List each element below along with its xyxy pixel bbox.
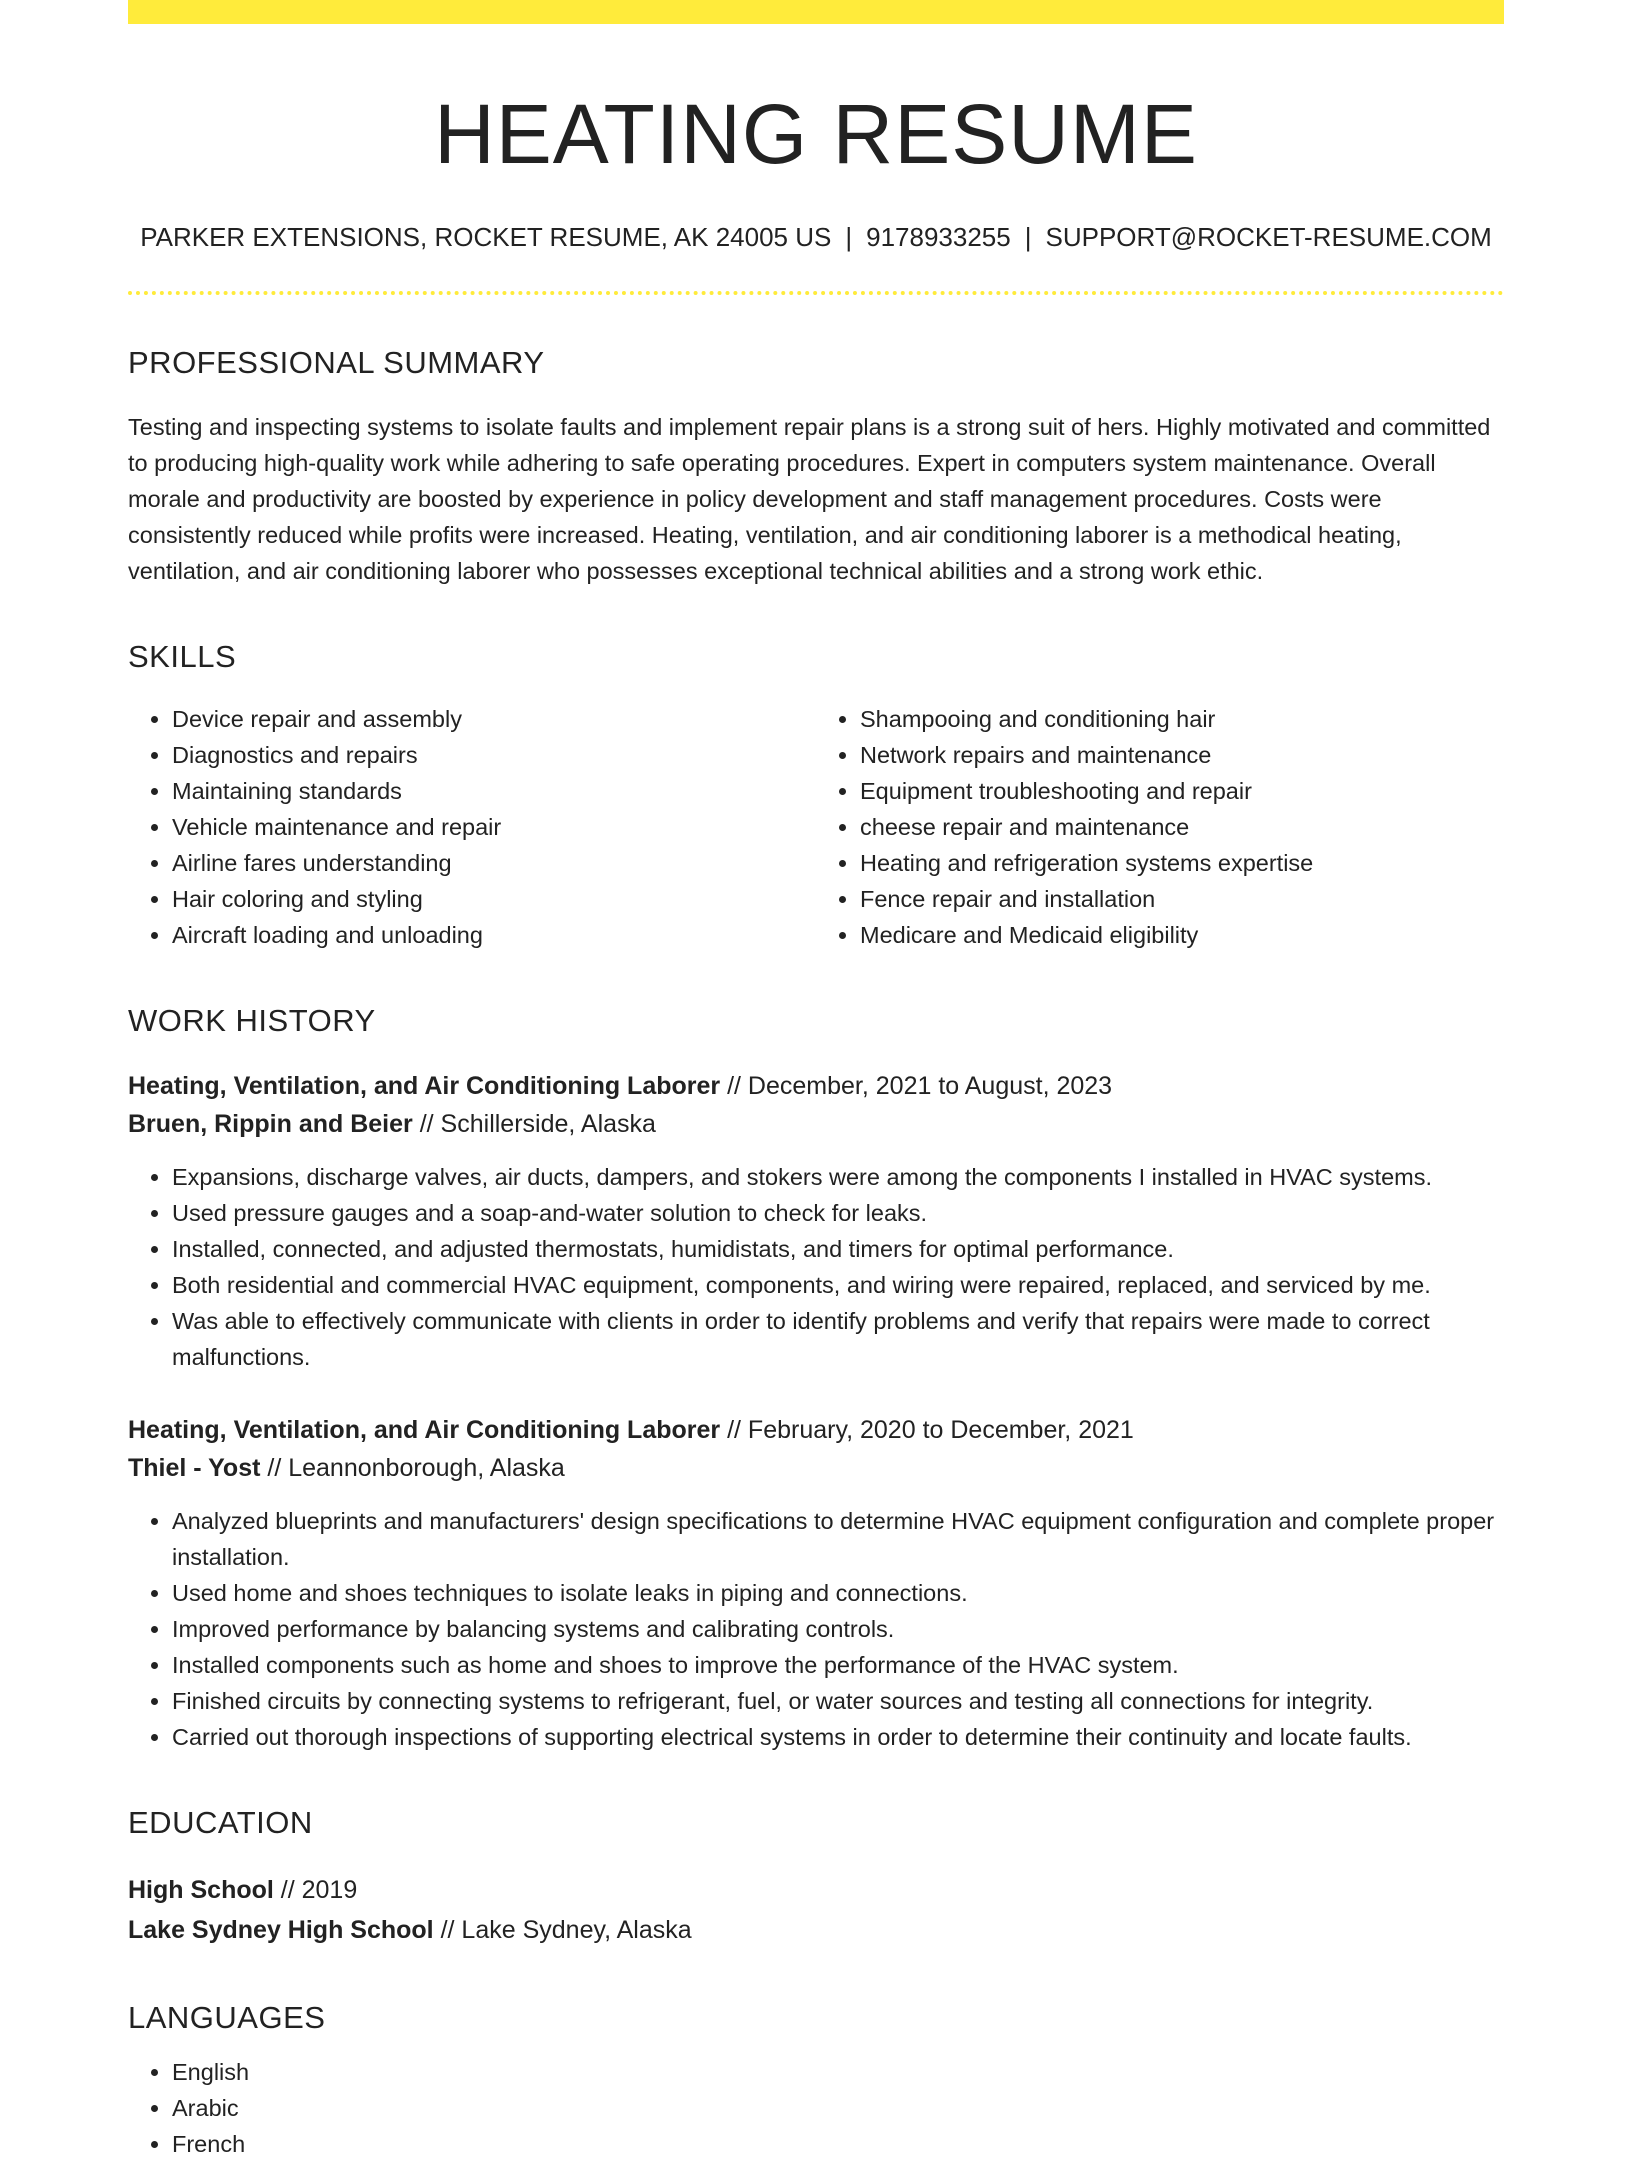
job-location: // Leannonborough, Alaska (267, 1454, 565, 1483)
skill-item: • Network repairs and maintenance (860, 737, 1504, 773)
skill-item: • Equipment troubleshooting and repair (860, 773, 1504, 809)
skill-item: • Maintaining standards (172, 773, 816, 809)
education-degree-line (128, 1870, 1504, 1910)
skill-item: • Medicare and Medicaid eligibility (860, 917, 1504, 953)
job-bullet: • Installed, connected, and adjusted thermostats, humidistats, and timers for optimal performance. (172, 1231, 1504, 1267)
skill-item: • Shampooing and conditioning hair (860, 701, 1504, 737)
accent-top-bar (128, 0, 1504, 24)
job-bullet: • Finished circuits by connecting systems to refrigerant, fuel, or water sources and testing all connections for integrity. (172, 1683, 1504, 1719)
contact-separator: | (845, 221, 853, 252)
languages-list (128, 2054, 1504, 2162)
resume-title: HEATING RESUME (434, 87, 1198, 181)
job-role-line (128, 1067, 1504, 1105)
education-entry (128, 1870, 1504, 1950)
contact-line (128, 221, 1504, 255)
language-item: • French (172, 2126, 1504, 2162)
skill-item: • Aircraft loading and unloading (172, 917, 816, 953)
job-dates: // February, 2020 to December, 2021 (727, 1416, 1134, 1445)
job-entry (128, 1411, 1504, 1755)
skill-item: • Heating and refrigeration systems expertise (860, 845, 1504, 881)
education-year: // 2019 (280, 1875, 358, 1904)
job-company-line (128, 1449, 1504, 1487)
job-company-line (128, 1105, 1504, 1143)
contact-email: SUPPORT@ROCKET-RESUME.COM (1045, 221, 1492, 252)
skill-item: • cheese repair and maintenance (860, 809, 1504, 845)
skills-list (128, 701, 1504, 953)
skills-column-left (128, 701, 816, 953)
skill-item: • Device repair and assembly (172, 701, 816, 737)
job-role: Heating, Ventilation, and Air Conditioning Laborer (128, 1072, 721, 1101)
contact-address: PARKER EXTENSIONS, ROCKET RESUME, AK 24005 US (140, 221, 832, 252)
education-degree: High School (128, 1875, 274, 1904)
job-company: Thiel - Yost (128, 1454, 261, 1483)
summary-text: Testing and inspecting systems to isolate faults and implement repair plans is a strong suit of hers. Highly motivated and committed to producing high-quality work while adhering to safe operating procedures. Expert in computers system maintenance. Overall morale and productivity are boosted by experience in policy development and staff management procedures. Costs were consistently reduced while profits were increased. Heating, ventilation, and air conditioning laborer is a methodical heating, ventilation, and air conditioning laborer who possesses exceptional technical abilities and a strong work ethic. (128, 413, 1491, 584)
education-school-line (128, 1910, 1504, 1950)
languages-heading: LANGUAGES (128, 1999, 326, 2035)
resume-page (128, 0, 1504, 2162)
education-school: Lake Sydney High School (128, 1915, 434, 1944)
job-bullets (128, 1159, 1504, 1375)
job-bullet: • Both residential and commercial HVAC equipment, components, and wiring were repaired, replaced, and serviced by me. (172, 1267, 1504, 1303)
job-location: // Schillerside, Alaska (419, 1110, 656, 1139)
skill-item: • Diagnostics and repairs (172, 737, 816, 773)
job-bullet: • Used pressure gauges and a soap-and-water solution to check for leaks. (172, 1195, 1504, 1231)
summary-heading: PROFESSIONAL SUMMARY (128, 344, 545, 380)
job-bullet: • Carried out thorough inspections of supporting electrical systems in order to determine their continuity and locate faults. (172, 1719, 1504, 1755)
work-history-heading: WORK HISTORY (128, 1003, 376, 1039)
job-entry (128, 1067, 1504, 1375)
contact-phone: 9178933255 (866, 221, 1011, 252)
job-role-line (128, 1411, 1504, 1449)
job-bullet: • Used home and shoes techniques to isolate leaks in piping and connections. (172, 1575, 1504, 1611)
skill-item: • Vehicle maintenance and repair (172, 809, 816, 845)
job-bullet: • Expansions, discharge valves, air ducts, dampers, and stokers were among the components I installed in HVAC systems. (172, 1159, 1504, 1195)
job-bullet: • Installed components such as home and shoes to improve the performance of the HVAC system. (172, 1647, 1504, 1683)
skill-item: • Airline fares understanding (172, 845, 816, 881)
language-item: • English (172, 2054, 1504, 2090)
job-bullet: • Improved performance by balancing systems and calibrating controls. (172, 1611, 1504, 1647)
education-heading: EDUCATION (128, 1805, 313, 1841)
skills-heading: SKILLS (128, 638, 237, 674)
job-role: Heating, Ventilation, and Air Conditioning Laborer (128, 1416, 721, 1445)
job-company: Bruen, Rippin and Beier (128, 1110, 413, 1139)
language-item: • Arabic (172, 2090, 1504, 2126)
skill-item: • Fence repair and installation (860, 881, 1504, 917)
job-bullets (128, 1503, 1504, 1755)
education-location: // Lake Sydney, Alaska (440, 1915, 692, 1944)
contact-separator: | (1024, 221, 1032, 252)
job-dates: // December, 2021 to August, 2023 (727, 1072, 1113, 1101)
skill-item: • Hair coloring and styling (172, 881, 816, 917)
skills-column-right (816, 701, 1504, 953)
job-bullet: • Was able to effectively communicate with clients in order to identify problems and verify that repairs were made to correct malfunctions. (172, 1303, 1504, 1375)
header-divider (128, 291, 1504, 295)
job-bullet: • Analyzed blueprints and manufacturers' design specifications to determine HVAC equipment configuration and complete proper installation. (172, 1503, 1504, 1575)
